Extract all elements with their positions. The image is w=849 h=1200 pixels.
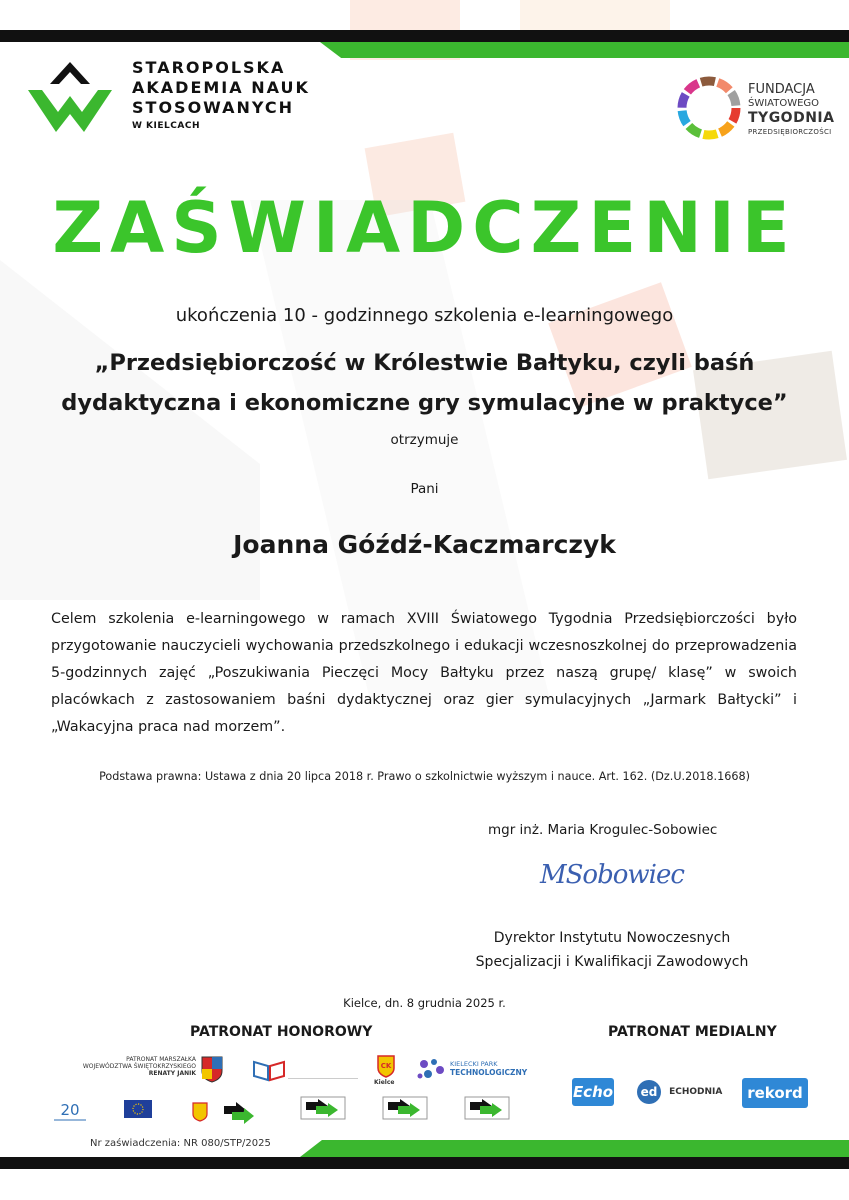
marshal-line: PATRONAT MARSZAŁKA: [126, 1056, 196, 1063]
echodnia-badge-icon: ed: [637, 1080, 661, 1104]
foundation-name-line: PRZEDSIĘBIORCZOŚCI: [748, 128, 832, 136]
echodnia-label: ECHODNIA: [669, 1087, 723, 1097]
signer-role: [462, 926, 762, 974]
kielce-crest-icon: [376, 1054, 396, 1078]
top-black-bar: [0, 30, 849, 42]
tech-park-name: [450, 1061, 527, 1077]
top-green-bar: [320, 42, 849, 58]
county-20-logo-icon: [52, 1098, 88, 1126]
job-office-logo-icon: [222, 1102, 256, 1124]
course-title-line: „Przedsiębiorczość w Królestwie Bałtyku, czyli baśń: [94, 350, 755, 376]
university-logo-icon: [28, 62, 112, 134]
voivodeship-crest-icon: [200, 1055, 224, 1083]
salutation: Pani: [410, 481, 439, 497]
svg-text:20: 20: [60, 1101, 80, 1119]
honorary-patronage-heading: PATRONAT HONOROWY: [190, 1024, 373, 1040]
certificate-body: Celem szkolenia e-learningowego w ramach XVIII Światowego Tygodnia Przedsiębiorczości było przygotowanie nauczycieli wychowania przedszkolnego i edukacji wczesnoszkolnej do przeprowadzenia 5-godzinnych zajęć „Poszukiwania Pieczęci Mocy Bałtyku przez naszą grupę/ klasę” w swoich placówkach z zastosowaniem baśni dydaktycznej oraz gier symulacyjnych „Jarmark Bałtycki” i „Wakacyjna praca nad morzem”.: [51, 611, 797, 735]
issue-date: Kielce, dn. 8 grudnia 2025 r.: [343, 996, 506, 1010]
rekord-label: rekord: [747, 1084, 803, 1102]
signature: [540, 860, 684, 890]
foundation-name-line: FUNDACJA: [748, 82, 815, 97]
job-office-logo-icon: [464, 1096, 510, 1126]
echodnia-logo: [637, 1080, 727, 1106]
tech-park-icon: [416, 1056, 448, 1082]
marshal-patronage-logo: [40, 1056, 196, 1077]
university-city: W KIELCACH: [132, 121, 200, 131]
foundation-name: [748, 83, 834, 139]
echo-logo: [572, 1078, 614, 1106]
certificate-title: ZAŚWIADCZENIE: [52, 187, 797, 269]
media-patronage-heading: PATRONAT MEDIALNY: [608, 1024, 777, 1040]
recipient-name: Joanna Góźdź-Kaczmarczyk: [233, 530, 616, 559]
radio-rekord-logo: [742, 1078, 808, 1108]
kielce-label: Kielce: [374, 1079, 395, 1086]
certificate-number: Nr zaświadczenia: NR 080/STP/2025: [90, 1138, 271, 1149]
job-office-logo-icon: [300, 1096, 346, 1126]
signature-text: MSobowiec: [540, 860, 684, 890]
foundation-name-line: TYGODNIA: [748, 110, 835, 126]
university-name-line: STAROPOLSKA: [132, 58, 286, 77]
signer-role-line: Specjalizacji i Kwalifikacji Zawodowych: [475, 954, 749, 970]
university-name-line: AKADEMIA NAUK: [132, 78, 310, 97]
school-board-logo: [288, 1062, 358, 1079]
marshal-line: RENATY JANIK: [148, 1070, 196, 1077]
completion-line: ukończenia 10 - godzinnego szkolenia e-learningowego: [175, 305, 674, 326]
course-title: [20, 343, 829, 423]
marshal-line: WOJEWÓDZTWA ŚWIĘTOKRZYSKIEGO: [82, 1063, 196, 1070]
echo-label: Echo: [572, 1083, 614, 1101]
university-name: [132, 58, 310, 118]
signer-role-line: Dyrektor Instytutu Nowoczesnych: [493, 930, 731, 946]
course-title-line: dydaktyczna i ekonomiczne gry symulacyjne w praktyce”: [61, 390, 788, 416]
university-name-line: STOSOWANYCH: [132, 98, 295, 117]
svg-text:CK: CK: [380, 1062, 392, 1070]
job-office-logo-icon: [382, 1096, 428, 1126]
tech-park-line: TECHNOLOGICZNY: [450, 1068, 528, 1077]
book-logo-icon: [252, 1058, 286, 1082]
bottom-black-bar: [0, 1157, 849, 1169]
foundation-ring-icon: [676, 75, 742, 141]
eu-flag-icon: [124, 1100, 152, 1118]
legal-basis: Podstawa prawna: Ustawa z dnia 20 lipca 2018 r. Prawo o szkolnictwie wyższym i nauce. Art. 162. (Dz.U.2018.1668): [99, 770, 750, 783]
receives-label: otrzymuje: [390, 432, 459, 448]
bottom-green-bar: [300, 1140, 849, 1157]
foundation-name-line: ŚWIATOWEGO: [748, 98, 820, 109]
kielce-small-crest-icon: [192, 1102, 208, 1122]
signer-name: mgr inż. Maria Krogulec-Sobowiec: [488, 822, 718, 838]
tech-park-line: KIELECKI PARK: [450, 1060, 498, 1068]
